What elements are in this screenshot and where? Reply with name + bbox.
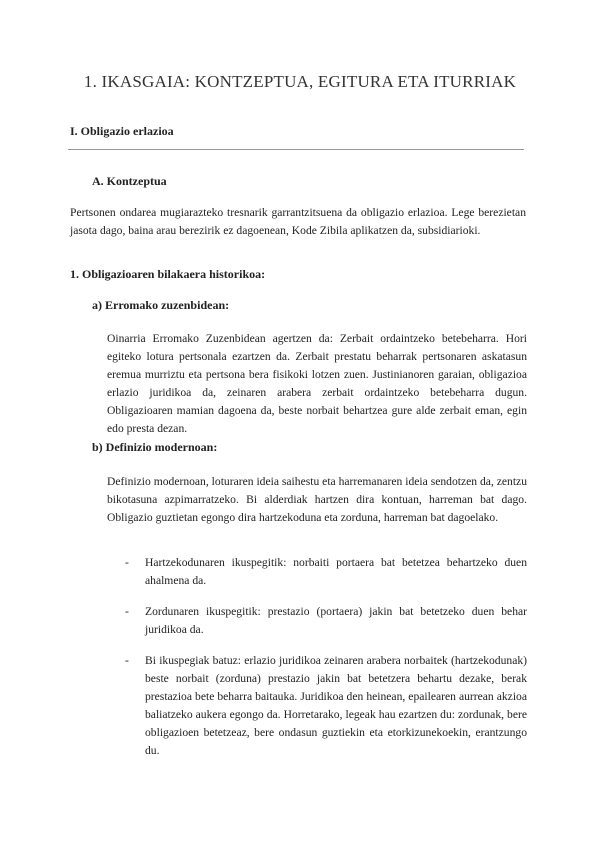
intro-paragraph: Pertsonen ondarea mugiarazteko tresnarik garrantzitsuena da obligazio erlazioa. Lege berezietan jasota dago, baina arau berezirik ez dagoenean, Kode Zibila aplikatzen da, subsidiarioki.	[70, 206, 526, 237]
bullet-creditor-view: Hartzekodunaren ikuspegitik: norbaiti portaera bat betetzea behartzeko duen ahalmena da.	[145, 556, 527, 587]
modern-definition-paragraph: Definizio modernoan, loturaren ideia saihestu eta harremanaren ideia sendotzen da, zentzu bikotasuna azpimarratzeko. Bi alderdiak hartzen dira kontuan, harreman bat dago. Obligazio guztietan egongo dira hartzekoduna eta zorduna, harreman bat dagoelako.	[107, 475, 527, 524]
heading-historical-evolution: 1. Obligazioaren bilakaera historikoa:	[70, 267, 266, 281]
bullet-debtor-view: Zordunaren ikuspegitik: prestazio (portaera) jakin bat betetzeko duen behar juridikoa da.	[145, 605, 527, 636]
heading-roman-law: a) Erromako zuzenbidean:	[92, 298, 230, 312]
heading-modern-definition: b) Definizio modernoan:	[92, 440, 218, 454]
page-title: 1. IKASGAIA: KONTZEPTUA, EGITURA ETA ITURRIAK	[83, 72, 517, 91]
roman-law-paragraph: Oinarria Erromako Zuzenbidean agertzen da: Zerbait ordaintzeko betebeharra. Hori egiteko lotura pertsonala ezartzen da. Zerbait prestatu beharrak pertsonaren askatasun eremua murriztu eta pertsona bera fisikoki lotzen zuen. Justinianoren garaian, obligazioa erlazio juridikoa da, zeinaren arabera zerbait ordaintzeko betebeharra dugun. Obligazioaren mamian dagoena da, beste norbait behartzea gure alde zerbait eman, egin edo presta dezan.	[107, 332, 527, 435]
bullet-marker: -	[125, 605, 129, 618]
subsection-heading-kontzeptua: A. Kontzeptua	[92, 174, 167, 188]
bullet-marker: -	[125, 556, 129, 569]
section-divider	[68, 149, 524, 150]
bullet-marker: -	[125, 654, 129, 667]
bullet-combined-view: Bi ikuspegiak batuz: erlazio juridikoa zeinaren arabera norbaitek (hartzekodunak) beste norbait (zorduna) prestazio jakin bat betetzera behartu dezake, berak prestazioa bete beharra baitauka. Juridikoa den heinean, epailearen aurrean akzioa baliatzeko aukera egongo da. Horretarako, legeak hau ezartzen du: zordunak, bere obligazioen betetzeaz, bere ondasun guztiekin eta etorkizunekoekin, erantzungo du.	[145, 654, 527, 757]
section-heading: I. Obligazio erlazioa	[70, 124, 174, 138]
